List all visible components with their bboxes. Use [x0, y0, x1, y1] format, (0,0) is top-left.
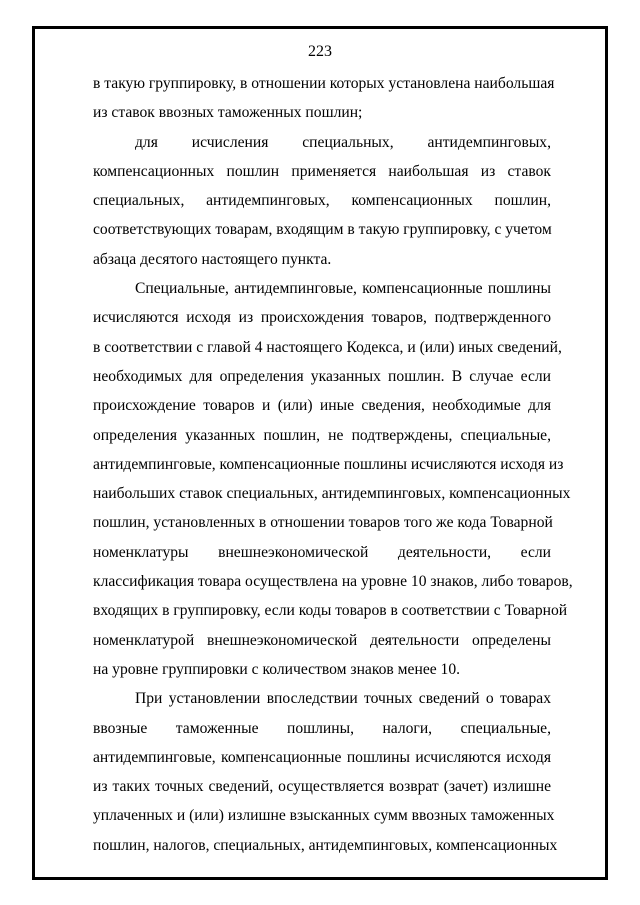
text-line: наибольших ставок специальных, антидемпинговых, компенсационных [93, 485, 571, 503]
text-line: Специальные, антидемпинговые, компенсационные пошлины [135, 280, 551, 298]
text-line: ввозные таможенные пошлины, налоги, специальные, [93, 719, 551, 737]
text-line: номенклатурой внешнеэкономической деятельности определены [93, 631, 551, 649]
text-line: пошлин, налогов, специальных, антидемпинговых, компенсационных [93, 836, 558, 854]
text-line: соответствующих товарам, входящим в такую группировку, с учетом [93, 221, 552, 239]
text-line: необходимых для определения указанных пошлин. В случае если [93, 367, 551, 385]
text-line: классификация товара осуществлена на уровне 10 знаков, либо товаров, [93, 573, 573, 591]
text-line: входящих в группировку, если коды товаров в соответствии с Товарной [93, 602, 568, 620]
text-line: уплаченных и (или) излишне взысканных сумм ввозных таможенных [93, 807, 555, 825]
text-line: компенсационных пошлин применяется наибольшая из ставок [93, 162, 551, 180]
text-line: определения указанных пошлин, не подтверждены, специальные, [93, 426, 551, 444]
text-line: из ставок ввозных таможенных пошлин; [93, 104, 363, 122]
text-line: на уровне группировки с количеством знаков менее 10. [93, 660, 461, 678]
text-line: из таких точных сведений, осуществляется возврат (зачет) излишне [93, 778, 551, 796]
text-line: специальных, антидемпинговых, компенсационных пошлин, [93, 192, 551, 210]
page-frame [32, 26, 608, 880]
text-line: в такую группировку, в отношении которых установлена наибольшая [93, 75, 555, 92]
text-line: происхождение товаров и (или) иные сведения, необходимые для [93, 397, 551, 415]
text-line: При установлении впоследствии точных сведений о товарах [135, 690, 551, 708]
text-line: абзаца десятого настоящего пункта. [93, 250, 332, 268]
text-line: в соответствии с главой 4 настоящего Кодекса, и (или) иных сведений, [93, 338, 562, 356]
text-line: антидемпинговые, компенсационные пошлины исчисляются исходя [93, 748, 551, 766]
page-number: 223 [308, 43, 332, 60]
text-line: для исчисления специальных, антидемпинговых, [135, 133, 551, 151]
text-line: номенклатуры внешнеэкономической деятельности, если [93, 543, 551, 561]
document-body [93, 69, 573, 860]
text-line: пошлин, установленных в отношении товаров того же кода Товарной [93, 514, 553, 532]
text-line: антидемпинговые, компенсационные пошлины исчисляются исходя из [93, 455, 564, 473]
text-line: исчисляются исходя из происхождения товаров, подтвержденного [93, 309, 551, 327]
